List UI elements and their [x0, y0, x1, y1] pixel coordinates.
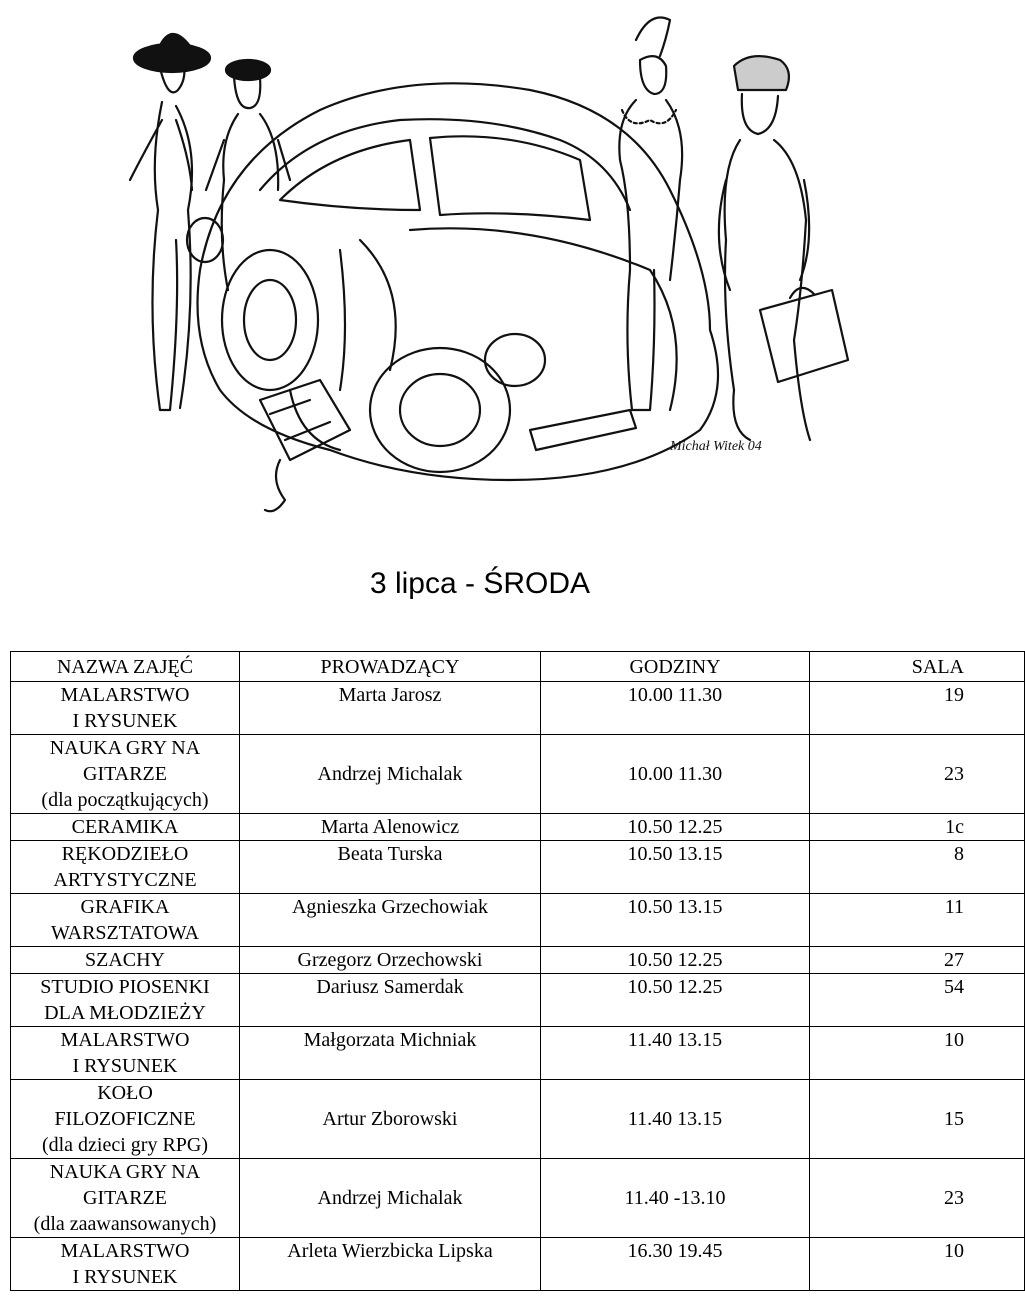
- artist-signature: Michał Witek 04: [670, 439, 762, 454]
- activity-name-cell: [11, 974, 240, 1027]
- activity-name-line: STUDIO PIOSENKI: [40, 976, 210, 998]
- hours-cell: 10.50 12.25: [541, 814, 810, 841]
- room-cell: 27: [810, 947, 1025, 974]
- activity-name-line: I RYSUNEK: [72, 1055, 178, 1077]
- column-header-hours: GODZINY: [541, 652, 810, 682]
- table-row: [11, 1080, 1025, 1159]
- table-row: [11, 682, 1025, 735]
- activity-name-cell: [11, 1080, 240, 1159]
- room-cell: 11: [810, 894, 1025, 947]
- room-cell: 10: [810, 1027, 1025, 1080]
- table-header-row: [11, 652, 1025, 682]
- table-row: [11, 1159, 1025, 1238]
- activity-name-line: SZACHY: [84, 949, 165, 971]
- activity-name-line: GRAFIKA: [80, 896, 170, 918]
- instructor-cell: Beata Turska: [240, 841, 541, 894]
- activity-name-line: ARTYSTYCZNE: [53, 869, 197, 891]
- figure-woman-hat: [130, 34, 210, 410]
- activity-name-line: (dla dzieci gry RPG): [41, 1134, 209, 1156]
- table-row: [11, 947, 1025, 974]
- instructor-cell: Grzegorz Orzechowski: [240, 947, 541, 974]
- activity-name-cell: [11, 682, 240, 735]
- toolbox-with-cable: [260, 380, 350, 511]
- table-row: [11, 1027, 1025, 1080]
- instructor-cell: Dariusz Samerdak: [240, 974, 541, 1027]
- column-header-room: SALA: [810, 652, 1025, 682]
- activity-name-line: MALARSTWO: [60, 1029, 190, 1051]
- figure-man-suitcase: [719, 56, 848, 440]
- hours-cell: 11.40 13.15: [541, 1080, 810, 1159]
- activity-name-line: GITARZE: [83, 1187, 167, 1209]
- car-sketch-illustration: [110, 10, 870, 545]
- table-row: [11, 974, 1025, 1027]
- table-row: [11, 814, 1025, 841]
- room-cell: 8: [810, 841, 1025, 894]
- activity-name-cell: [11, 947, 240, 974]
- schedule-body: [11, 682, 1025, 1291]
- hours-cell: 16.30 19.45: [541, 1238, 810, 1291]
- table-row: [11, 894, 1025, 947]
- activity-name-line: NAUKA GRY NA: [49, 737, 201, 759]
- activity-name-line: NAUKA GRY NA: [49, 1161, 201, 1183]
- activity-name-line: FILOZOFICZNE: [54, 1108, 196, 1130]
- hours-cell: 10.50 12.25: [541, 947, 810, 974]
- room-cell: 10: [810, 1238, 1025, 1291]
- hours-cell: 10.00 11.30: [541, 682, 810, 735]
- activity-name-line: I RYSUNEK: [72, 1266, 178, 1288]
- activity-name-line: (dla początkujących): [41, 789, 209, 811]
- room-cell: 15: [810, 1080, 1025, 1159]
- instructor-cell: Marta Alenowicz: [240, 814, 541, 841]
- schedule-table: [10, 651, 1025, 1291]
- hours-cell: 10.50 13.15: [541, 894, 810, 947]
- activity-name-line: GITARZE: [83, 763, 167, 785]
- activity-name-line: KOŁO: [97, 1082, 153, 1104]
- room-cell: 23: [810, 1159, 1025, 1238]
- table-row: [11, 841, 1025, 894]
- hours-cell: 11.40 13.15: [541, 1027, 810, 1080]
- activity-name-line: DLA MŁODZIEŻY: [44, 1002, 206, 1024]
- activity-name-cell: [11, 1238, 240, 1291]
- instructor-cell: Agnieszka Grzechowiak: [240, 894, 541, 947]
- activity-name-line: MALARSTWO: [60, 1240, 190, 1262]
- activity-name-cell: [11, 735, 240, 814]
- figure-woman-feather: [619, 18, 682, 411]
- instructor-cell: Marta Jarosz: [240, 682, 541, 735]
- activity-name-line: I RYSUNEK: [72, 710, 178, 732]
- room-cell: 19: [810, 682, 1025, 735]
- hours-cell: 10.50 13.15: [541, 841, 810, 894]
- activity-name-line: (dla zaawansowanych): [33, 1213, 217, 1235]
- activity-name-cell: [11, 1027, 240, 1080]
- activity-name-cell: [11, 814, 240, 841]
- instructor-cell: Arleta Wierzbicka Lipska: [240, 1238, 541, 1291]
- column-header-name: NAZWA ZAJĘĆ: [11, 652, 240, 682]
- activity-name-cell: [11, 894, 240, 947]
- activity-name-line: WARSZTATOWA: [50, 922, 200, 944]
- room-cell: 54: [810, 974, 1025, 1027]
- instructor-cell: Andrzej Michalak: [240, 735, 541, 814]
- column-header-instructor: PROWADZĄCY: [240, 652, 541, 682]
- room-cell: 1c: [810, 814, 1025, 841]
- car-body: [187, 83, 718, 480]
- instructor-cell: Małgorzata Michniak: [240, 1027, 541, 1080]
- hours-cell: 11.40 -13.10: [541, 1159, 810, 1238]
- table-row: [11, 735, 1025, 814]
- table-row: [11, 1238, 1025, 1291]
- activity-name-cell: [11, 1159, 240, 1238]
- activity-name-line: MALARSTWO: [60, 684, 190, 706]
- hours-cell: 10.00 11.30: [541, 735, 810, 814]
- instructor-cell: Andrzej Michalak: [240, 1159, 541, 1238]
- instructor-cell: Artur Zborowski: [240, 1080, 541, 1159]
- activity-name-line: RĘKODZIEŁO: [61, 843, 189, 865]
- room-cell: 23: [810, 735, 1025, 814]
- hours-cell: 10.50 12.25: [541, 974, 810, 1027]
- activity-name-line: CERAMIKA: [71, 816, 179, 838]
- day-title: 3 lipca - ŚRODA: [369, 567, 591, 600]
- activity-name-cell: [11, 841, 240, 894]
